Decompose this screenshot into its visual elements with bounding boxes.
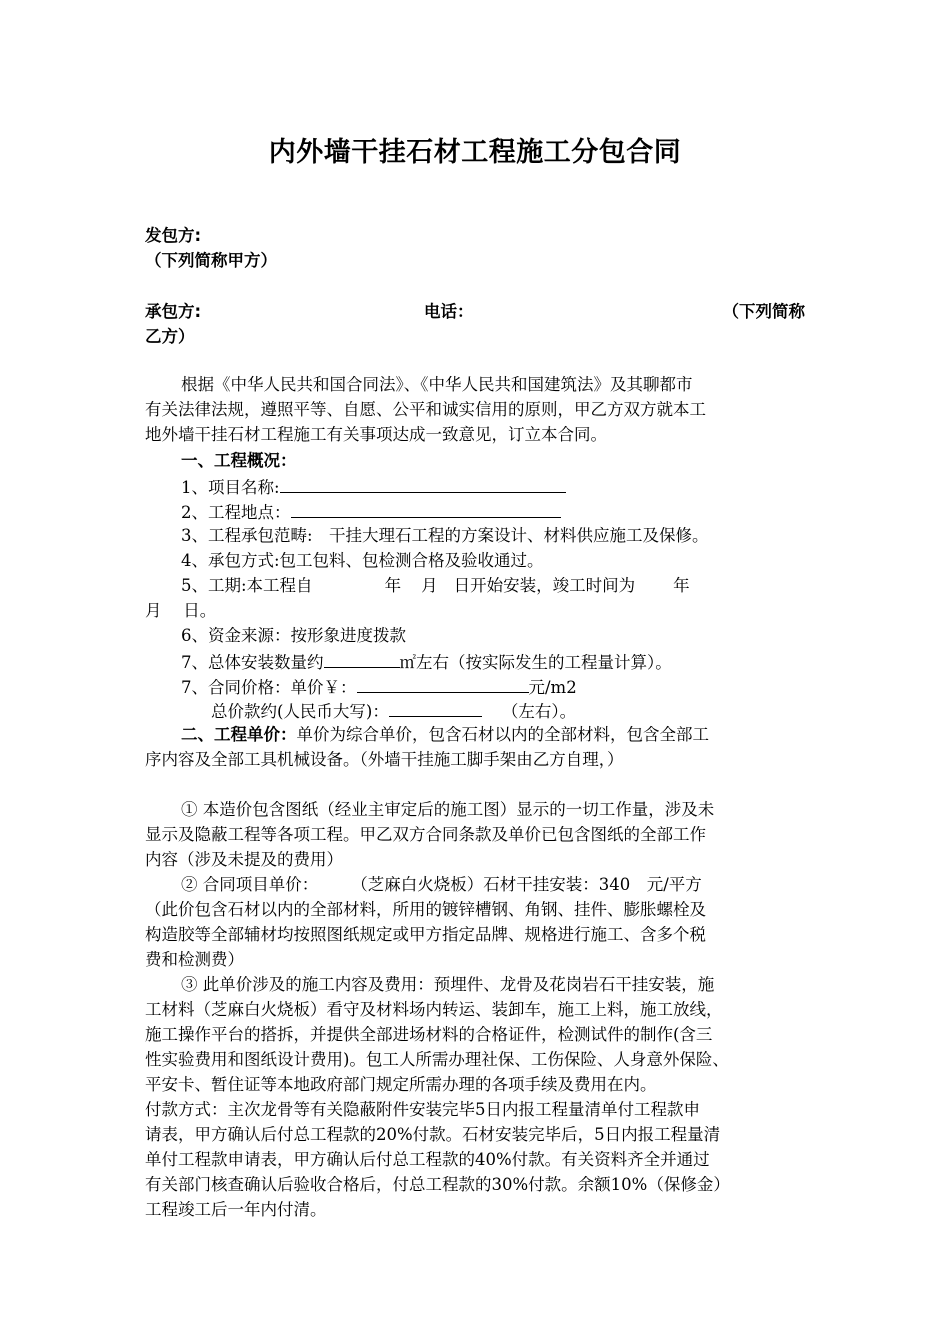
- item-price: 7、合同价格：单价￥： 元/m2: [181, 678, 577, 697]
- section2-heading: 二、工程单价：: [181, 725, 297, 744]
- payment-line: 请表，甲方确认后付总工程款的20%付款。石材安装完毕后，5日内报工程量清: [145, 1125, 721, 1144]
- unit-price-blank: [357, 676, 529, 693]
- document-title: 内外墙干挂石材工程施工分包合同: [268, 137, 682, 168]
- payment-line: 工程竣工后一年内付清。: [145, 1200, 327, 1219]
- party-b-note-a: （下列简称: [722, 302, 805, 321]
- section1-heading: 一、工程概况：: [181, 451, 297, 470]
- item-duration-cont: 月 日。: [145, 601, 217, 620]
- clause-1-line: 内容（涉及未提及的费用）: [145, 850, 343, 869]
- clause-1-line: 显示及隐蔽工程等各项工程。甲乙双方合同条款及单价已包含图纸的全部工作: [145, 825, 706, 844]
- party-b-row: [145, 302, 805, 322]
- payment-line: 单付工程款申请表，甲方确认后付总工程款的40%付款。有关资料齐全并通过: [145, 1150, 710, 1169]
- intro-line: 地外墙干挂石材工程施工有关事项达成一致意见，订立本合同。: [145, 425, 607, 444]
- section2-cont: 序内容及全部工具机械设备。（外墙干挂施工脚手架由乙方自理，）: [145, 750, 624, 769]
- quantity-blank: [324, 651, 400, 668]
- clause-2-line: 费和检测费）: [145, 950, 244, 969]
- clause-2-line: 构造胶等全部辅材均按照图纸规定或甲方指定品牌、规格进行施工、含多个税: [145, 925, 706, 944]
- clause-1-line: ① 本造价包含图纸（经业主审定后的施工图）显示的一切工作量，涉及未: [181, 800, 715, 819]
- project-name-blank: [280, 476, 566, 493]
- section2-line: 二、工程单价：单价为综合单价，包含石材以内的全部材料，包含全部工: [181, 725, 709, 744]
- project-location-blank: [291, 501, 561, 518]
- clause-3-line: 工材料（芝麻白火烧板）看守及材料场内转运、装卸车，施工上料，施工放线，: [145, 1000, 723, 1019]
- item-project-name: 1、项目名称:: [145, 476, 841, 498]
- party-b-note-b: 乙方）: [145, 327, 195, 346]
- clause-3-line: ③ 此单价涉及的施工内容及费用：预埋件、龙骨及花岗岩石干挂安装，施: [181, 975, 715, 994]
- total-price-blank: [389, 700, 482, 717]
- payment-line: 有关部门核查确认后验收合格后，付总工程款的30%付款。余额10%（保修金）: [145, 1175, 730, 1194]
- clause-3-line: 施工操作平台的搭拆，并提供全部进场材料的合格证件，检测试件的制作(含三: [145, 1025, 713, 1044]
- item-funding: 6、资金来源：按形象进度拨款: [181, 626, 406, 645]
- item-method: 4、承包方式:包工包料、包检测合格及验收通过。: [181, 551, 544, 570]
- clause-3-line: 性实验费用和图纸设计费用)。包工人所需办理社保、工伤保险、人身意外保险、: [145, 1050, 729, 1069]
- clause-2-line: （此价包含石材以内的全部材料，所用的镀锌槽钢、角钢、挂件、膨胀螺栓及: [145, 900, 706, 919]
- item-project-location: 2、工程地点：: [145, 501, 841, 523]
- party-a-label: 发包方:: [145, 226, 202, 245]
- intro-line: 根据《中华人民共和国合同法》、《中华人民共和国建筑法》及其聊都市: [181, 375, 693, 394]
- item-total: 总价款约(人民币大写)： （左右）。: [211, 702, 577, 721]
- party-b-label: 承包方:: [145, 302, 202, 321]
- item-scope: 3、工程承包范畴: 干挂大理石工程的方案设计、材料供应施工及保修。: [181, 526, 709, 545]
- intro-line: 有关法律法规，遵照平等、自愿、公平和诚实信用的原则，甲乙方双方就本工: [145, 400, 706, 419]
- item-duration: 5、工期:本工程自 年 月 日开始安装，竣工时间为 年: [181, 576, 690, 595]
- clause-2-line: ② 合同项目单价： （芝麻白火烧板）石材干挂安装：340 元/平方: [181, 875, 702, 894]
- phone-label: 电话：: [424, 302, 474, 321]
- clause-3-line: 平安卡、暂住证等本地政府部门规定所需办理的各项手续及费用在内。: [145, 1075, 657, 1094]
- party-a-note: （下列简称甲方）: [145, 251, 277, 270]
- payment-line: 付款方式：主次龙骨等有关隐蔽附件安装完毕5日内报工程量清单付工程款申: [145, 1100, 700, 1119]
- item-quantity: 7、总体安装数量约 ㎡左右（按实际发生的工程量计算）。: [181, 653, 672, 672]
